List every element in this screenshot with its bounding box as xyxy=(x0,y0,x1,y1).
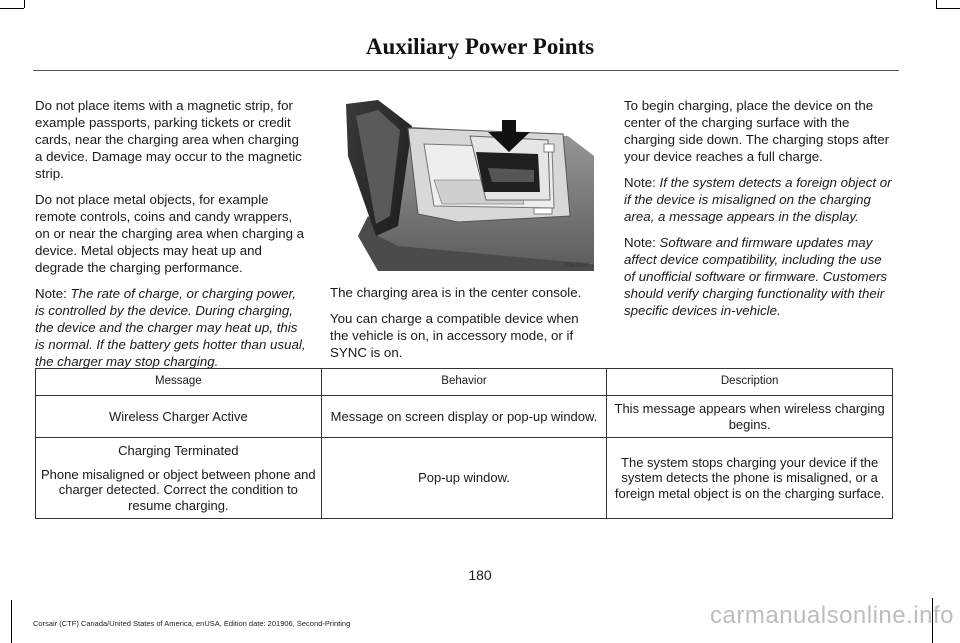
message-detail: Phone misaligned or object between phone and charger detected. Correct the condition to resume charging. xyxy=(41,466,316,513)
crop-mark xyxy=(11,600,12,643)
column-middle xyxy=(330,284,595,370)
column-header-behavior: Behavior xyxy=(321,369,607,396)
table-row xyxy=(36,396,893,438)
page-title: Auxiliary Power Points xyxy=(365,34,595,59)
message-cell xyxy=(36,438,322,519)
table-row xyxy=(36,438,893,519)
crop-mark xyxy=(24,0,25,8)
table-header-row xyxy=(36,369,893,396)
title-divider xyxy=(33,70,899,71)
watermark: carmanualsonline.info xyxy=(710,602,954,629)
metal-objects-warning: Do not place metal objects, for example remote controls, coins and candy wrappers, on or near the charging area when charging a device. Metal objects may heat up and degrade the charging performance. xyxy=(35,192,305,275)
note-text: The rate of charge, or charging power, is controlled by the device. During charging, the device and the charger may heat up, this is normal. If the battery gets hotter than usual, the charger may stop charging. xyxy=(35,286,306,369)
column-header-description: Description xyxy=(607,369,893,396)
magnetic-strip-warning: Do not place items with a magnetic strip, for example passports, parking tickets or credit cards, near the charging area when charging a device. Damage may occur to the magnetic strip. xyxy=(35,98,302,181)
begin-charging-instructions: To begin charging, place the device on the center of the charging surface with the charging side down. The charging stops after your device reaches a full charge. xyxy=(624,98,890,164)
page-number: 180 xyxy=(468,567,492,583)
charging-area-location: The charging area is in the center console. xyxy=(330,285,582,300)
note-text: If the system detects a foreign object or if the device is misaligned on the charging area, a message appears in the display. xyxy=(624,175,892,224)
crop-mark xyxy=(936,8,960,9)
crop-mark xyxy=(0,8,24,9)
figure-code: E303580 xyxy=(564,263,589,269)
foreign-object-note xyxy=(624,174,896,225)
edition-footer: Corsair (CTF) Canada/United States of America, enUSA, Edition date: 201906, Second-Printing xyxy=(33,619,351,628)
note-label: Note: xyxy=(35,286,67,301)
behavior-cell: Message on screen display or pop-up window. xyxy=(321,396,607,438)
description-cell: The system stops charging your device if the system detects the phone is misaligned, or a foreign metal object is on the charging surface. xyxy=(607,438,893,519)
charge-rate-note xyxy=(35,285,307,370)
note-label: Note: xyxy=(624,235,656,250)
note-text: Software and firmware updates may affect device compatibility, including the use of unofficial software or firmware. Customers should verify charging functionality with their specific devices in-vehicle. xyxy=(624,235,888,318)
charging-conditions: You can charge a compatible device when the vehicle is on, in accessory mode, or if SYNC is on. xyxy=(330,311,579,360)
message-table xyxy=(35,368,893,519)
message-cell: Wireless Charger Active xyxy=(36,396,322,438)
crop-mark xyxy=(936,0,937,8)
behavior-cell: Pop-up window. xyxy=(321,438,607,519)
message-title: Charging Terminated xyxy=(118,443,239,458)
center-console-illustration xyxy=(338,96,594,271)
software-note xyxy=(624,234,896,319)
column-header-message: Message xyxy=(36,369,322,396)
description-cell: This message appears when wireless charging begins. xyxy=(607,396,893,438)
note-label: Note: xyxy=(624,175,656,190)
column-right xyxy=(624,97,896,328)
column-left xyxy=(35,97,307,379)
